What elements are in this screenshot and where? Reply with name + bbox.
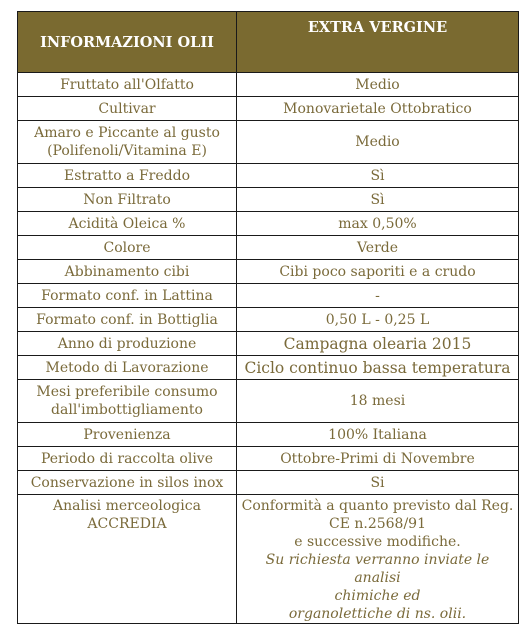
- row-value: Medio: [237, 73, 519, 97]
- table-row: [18, 332, 519, 356]
- row-value: Si: [237, 471, 519, 495]
- row-label: Estratto a Freddo: [18, 164, 237, 188]
- row-label: Anno di produzione: [18, 332, 237, 356]
- row-value: max 0,50%: [237, 212, 519, 236]
- row-label: Periodo di raccolta olive: [18, 447, 237, 471]
- row-value: Ciclo continuo bassa temperatura: [237, 356, 519, 380]
- row-label: [18, 380, 237, 423]
- table-row: [18, 308, 519, 332]
- row-label-line: dall'imbottigliamento: [51, 402, 203, 418]
- row-value: Medio: [237, 121, 519, 164]
- table-row: [18, 423, 519, 447]
- row-value: 18 mesi: [237, 380, 519, 423]
- row-label-line: ACCREDIA: [87, 516, 167, 532]
- table-row: [18, 447, 519, 471]
- row-label: Formato conf. in Bottiglia: [18, 308, 237, 332]
- row-label-line: Mesi preferibile consumo: [36, 384, 218, 400]
- oil-info-table: [17, 11, 519, 624]
- row-label: Colore: [18, 236, 237, 260]
- table-row: [18, 121, 519, 164]
- row-value: Ottobre-Primi di Novembre: [237, 447, 519, 471]
- row-label: Fruttato all'Olfatto: [18, 73, 237, 97]
- analysis-note-line: organolettiche di ns. olii.: [288, 606, 467, 622]
- row-label-line: (Polifenoli/Vitamina E): [47, 143, 207, 159]
- header-row: [18, 12, 519, 73]
- table-row: [18, 471, 519, 495]
- row-value: Cibi poco saporiti e a crudo: [237, 260, 519, 284]
- row-label: Cultivar: [18, 97, 237, 121]
- row-value: Campagna olearia 2015: [237, 332, 519, 356]
- row-value: [237, 495, 519, 624]
- table-row: [18, 73, 519, 97]
- table-row: [18, 260, 519, 284]
- row-label: Metodo di Lavorazione: [18, 356, 237, 380]
- row-label: Conservazione in silos inox: [18, 471, 237, 495]
- table-row: [18, 356, 519, 380]
- row-label: Provenienza: [18, 423, 237, 447]
- analysis-note-line: chimiche ed: [334, 588, 421, 604]
- table-row: [18, 380, 519, 423]
- compliance-line: Conformità a quanto previsto dal Reg.: [241, 498, 514, 514]
- row-value: Sì: [237, 188, 519, 212]
- row-label: [18, 495, 237, 624]
- row-label: Formato conf. in Lattina: [18, 284, 237, 308]
- table-row: [18, 495, 519, 624]
- compliance-line: e successive modifiche.: [294, 534, 461, 550]
- row-label: Abbinamento cibi: [18, 260, 237, 284]
- row-label: Non Filtrato: [18, 188, 237, 212]
- analysis-note-line: Su richiesta verranno inviate le analisi: [265, 552, 490, 586]
- table-row: [18, 284, 519, 308]
- row-value: Monovarietale Ottobratico: [237, 97, 519, 121]
- header-info: INFORMAZIONI OLII: [18, 12, 237, 73]
- table-row: [18, 97, 519, 121]
- row-value: 100% Italiana: [237, 423, 519, 447]
- row-label-line: Analisi merceologica: [53, 498, 201, 514]
- header-extra-vergine: EXTRA VERGINE: [237, 12, 519, 73]
- row-value: -: [237, 284, 519, 308]
- table-row: [18, 212, 519, 236]
- table-row: [18, 188, 519, 212]
- row-value: Verde: [237, 236, 519, 260]
- row-label: [18, 121, 237, 164]
- row-value: Sì: [237, 164, 519, 188]
- table-row: [18, 164, 519, 188]
- compliance-line: CE n.2568/91: [328, 516, 426, 532]
- table-row: [18, 236, 519, 260]
- row-label: Acidità Oleica %: [18, 212, 237, 236]
- row-value: 0,50 L - 0,25 L: [237, 308, 519, 332]
- row-label-line: Amaro e Piccante al gusto: [34, 125, 220, 141]
